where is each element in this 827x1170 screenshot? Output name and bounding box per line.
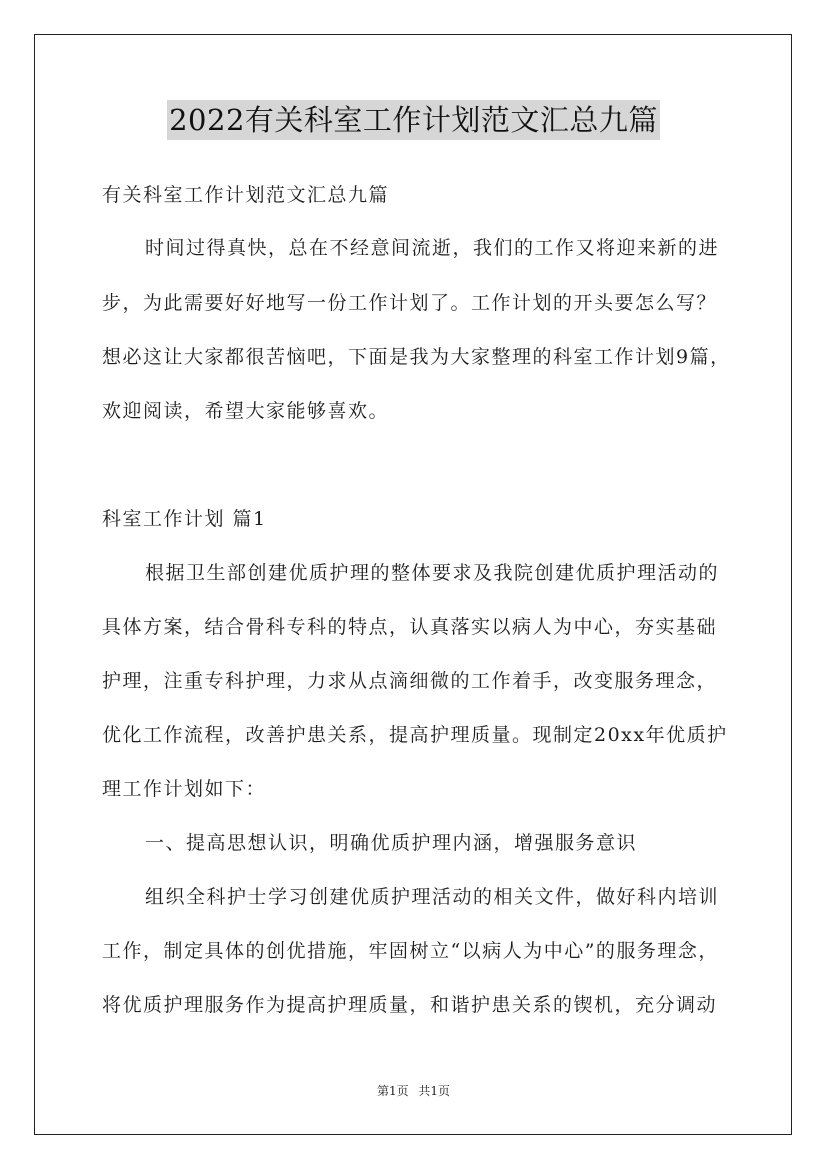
page-number: 第1页 [376,1084,409,1098]
intro-line-4: 欢迎阅读，希望大家能够喜欢。 [102,400,390,422]
title-container [0,100,827,140]
document-subtitle: 有关科室工作计划范文汇总九篇 [102,184,390,206]
section-line-5: 理工作计划如下： [102,778,267,800]
point-line-3: 将优质护理服务作为提高护理质量，和谐护患关系的锲机，充分调动 [102,994,718,1016]
document-title: 2022有关科室工作计划范文汇总九篇 [167,100,660,140]
intro-line-2: 步，为此需要好好地写一份工作计划了。工作计划的开头要怎么写？ [102,292,718,314]
section-heading: 科室工作计划 篇1 [102,508,267,530]
page-footer [0,1083,827,1099]
section-line-4: 优化工作流程，改善护患关系，提高护理质量。现制定20xx年优质护 [102,724,728,746]
section-line-2: 具体方案，结合骨科专科的特点，认真落实以病人为中心，夯实基础 [102,616,718,638]
section-line-1: 根据卫生部创建优质护理的整体要求及我院创建优质护理活动的 [145,562,720,584]
section-line-3: 护理，注重专科护理，力求从点滴细微的工作着手，改变服务理念， [102,670,718,692]
point-line-1: 组织全科护士学习创建优质护理活动的相关文件，做好科内培训 [145,886,720,908]
point-line-2: 工作，制定具体的创优措施，牢固树立“以病人为中心”的服务理念， [102,940,719,962]
intro-line-3: 想必这让大家都很苦恼吧，下面是我为大家整理的科室工作计划9篇， [102,346,731,368]
intro-line-1: 时间过得真快，总在不经意间流逝，我们的工作又将迎来新的进 [145,237,720,259]
page-total: 共1页 [418,1084,451,1098]
point-heading: 一、提高思想认识，明确优质护理内涵，增强服务意识 [145,832,638,854]
